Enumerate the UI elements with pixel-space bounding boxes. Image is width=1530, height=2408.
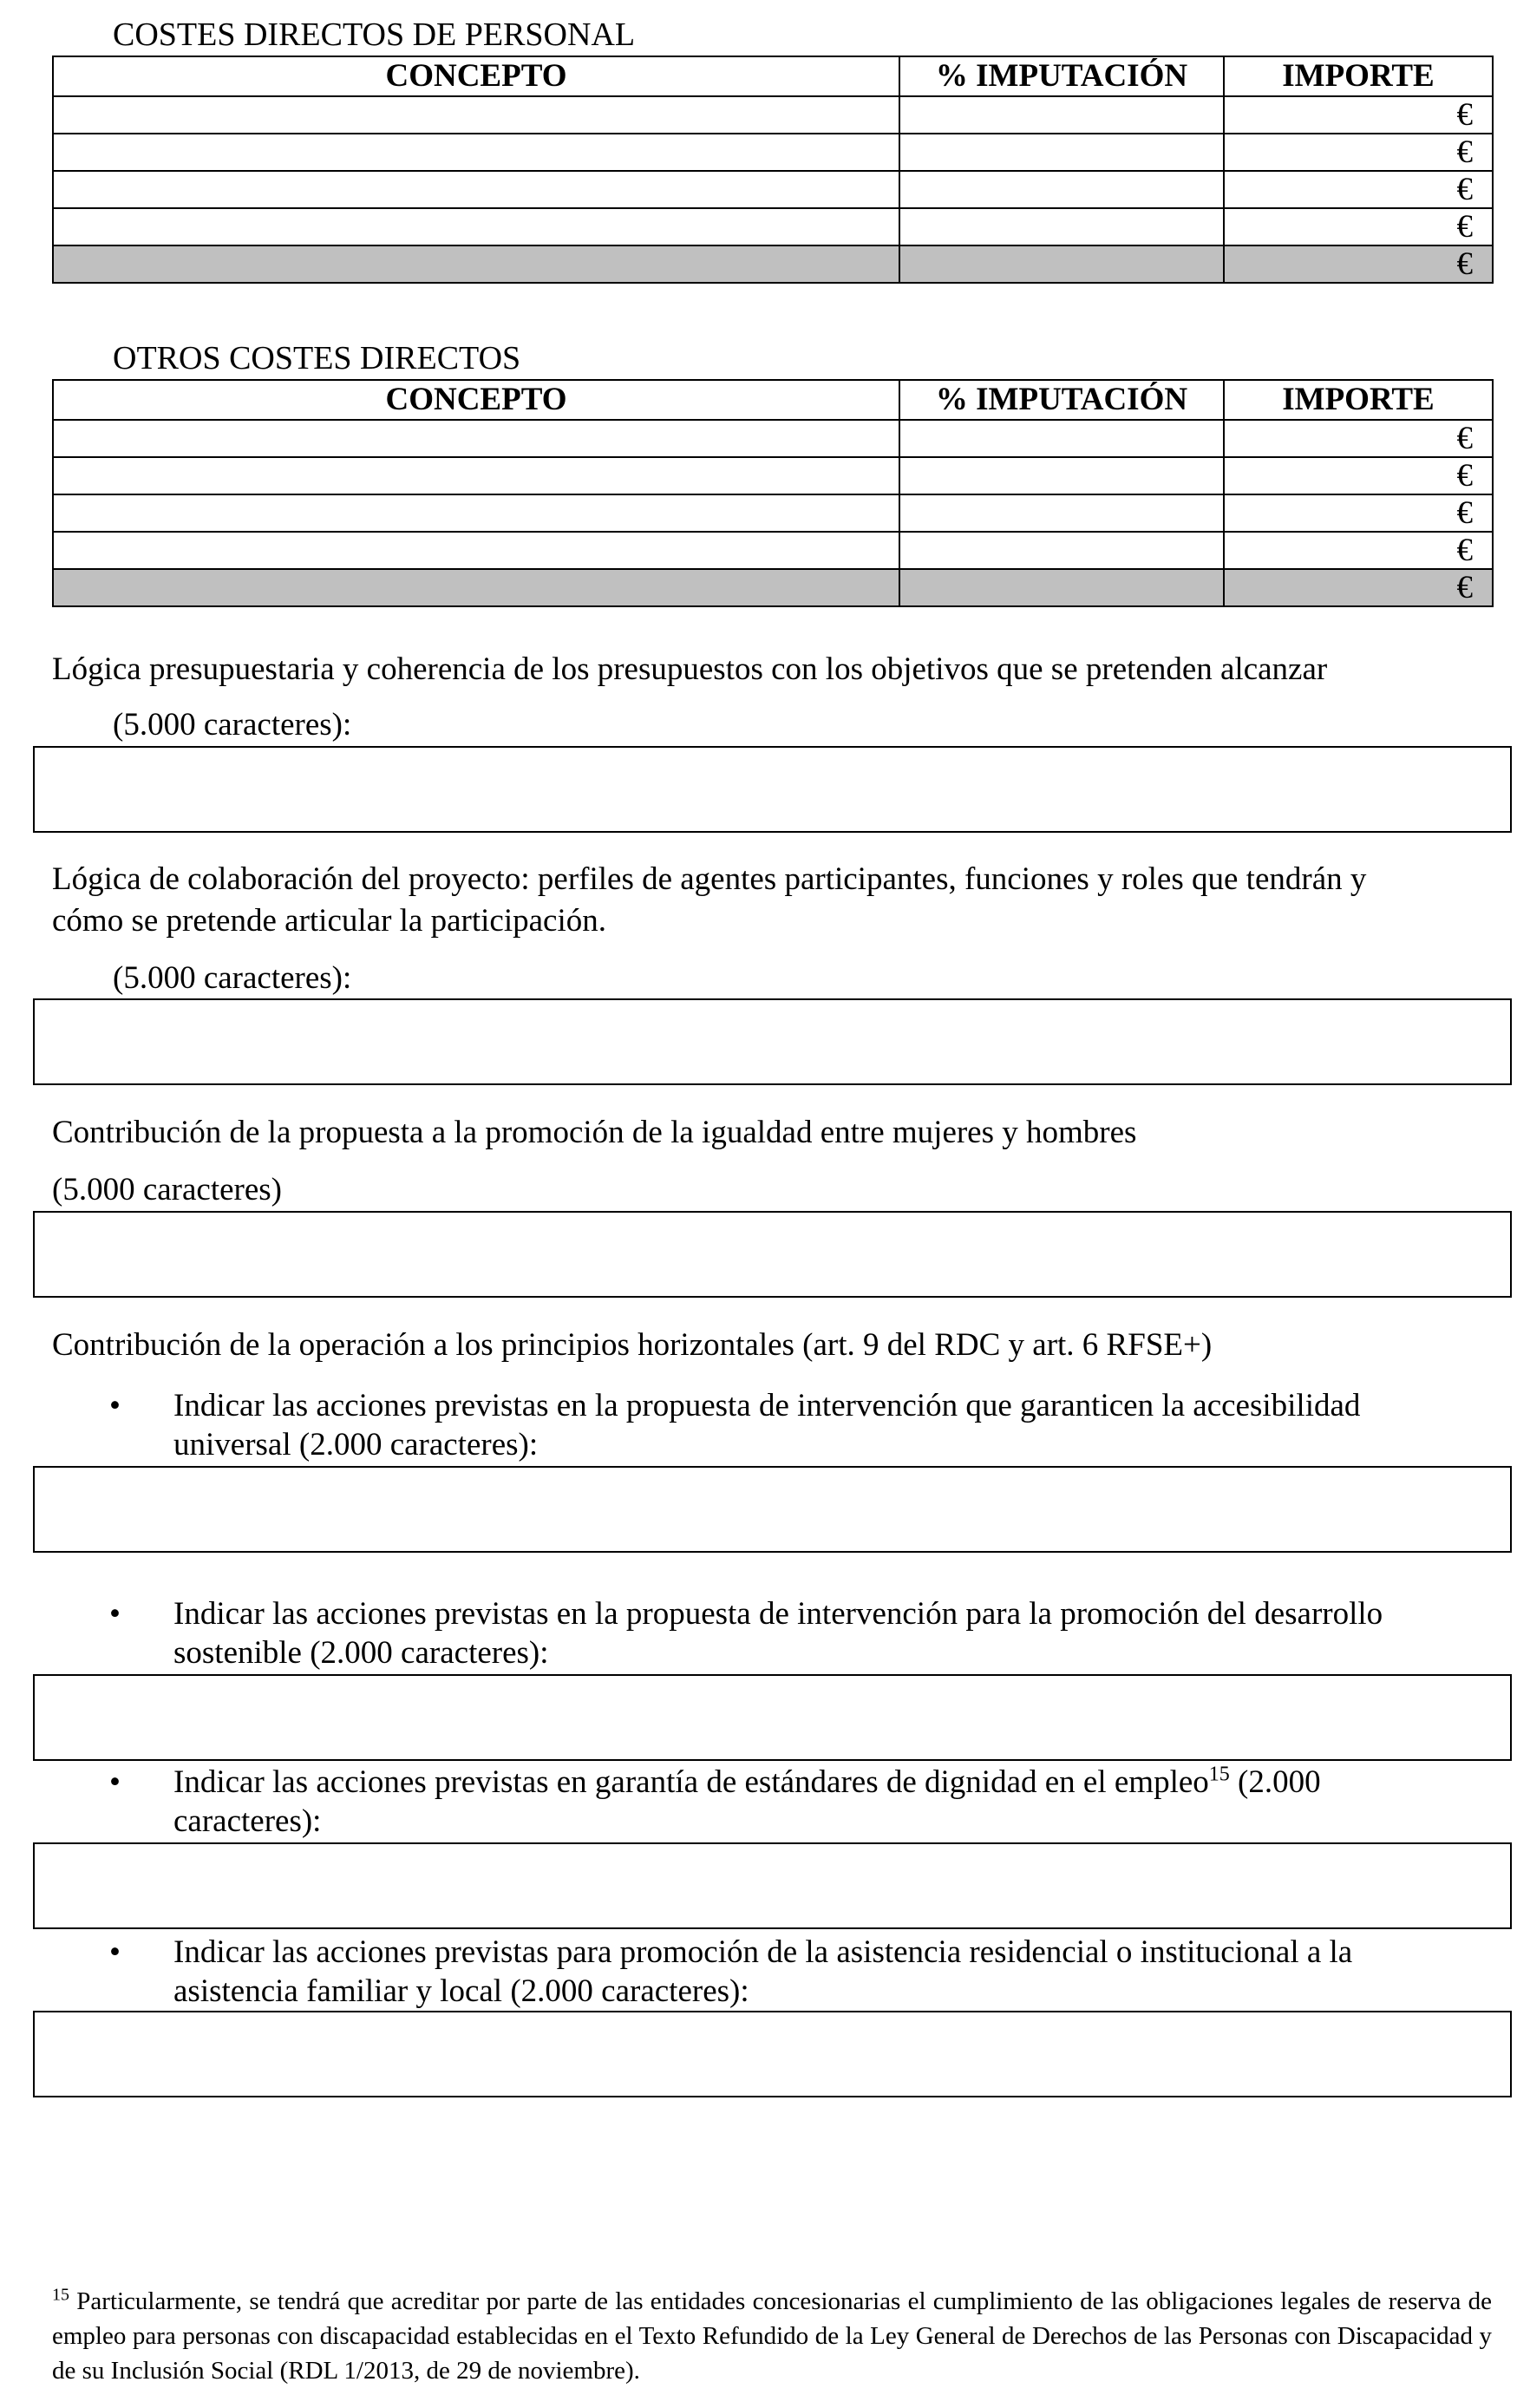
residential-textarea[interactable]	[33, 2011, 1512, 2097]
bullet-text-line2: universal (2.000 caracteres):	[173, 1427, 539, 1462]
bullet-icon: •	[109, 1388, 121, 1423]
header-concepto: CONCEPTO	[53, 380, 899, 420]
sustainable-textarea[interactable]	[33, 1674, 1512, 1761]
importe-cell[interactable]: €	[1224, 171, 1493, 208]
importe-cell[interactable]: €	[1224, 134, 1493, 171]
concepto-cell[interactable]	[53, 171, 899, 208]
header-imputacion: % IMPUTACIÓN	[899, 56, 1224, 96]
imputacion-cell[interactable]	[899, 494, 1224, 532]
table-row	[53, 208, 1493, 245]
bullet-text-line1: Indicar las acciones previstas para promoción de la asistencia residencial o institucional a la	[173, 1934, 1353, 1970]
personal-costs-table	[52, 56, 1494, 284]
table-row	[53, 494, 1493, 532]
bullet-text-line1: Indicar las acciones previstas en la propuesta de intervención para la promoción del desarrollo	[173, 1596, 1383, 1632]
imputacion-cell[interactable]	[899, 420, 1224, 457]
footnote-text: Particularmente, se tendrá que acreditar por parte de las entidades concesionarias el cumplimiento de las obligaciones legales de reserva de empleo para personas con discapacidad establecidas en el Texto Refundido de la Ley General de Derechos de las Personas con Discapacidad y de su Inclusión Social (RDL 1/2013, de 29 de noviembre).	[52, 2287, 1492, 2385]
header-importe: IMPORTE	[1224, 380, 1493, 420]
bullet-text-line2: asistencia familiar y local (2.000 caracteres):	[173, 1973, 749, 2009]
bullet-icon: •	[109, 1764, 121, 1800]
footnote	[52, 2284, 1492, 2388]
footnote-number: 15	[52, 2285, 69, 2305]
total-importe-cell: €	[1224, 569, 1493, 606]
accessibility-textarea[interactable]	[33, 1466, 1512, 1553]
table-row	[53, 134, 1493, 171]
concepto-cell[interactable]	[53, 494, 899, 532]
concepto-cell[interactable]	[53, 420, 899, 457]
total-imputacion-cell	[899, 245, 1224, 283]
total-row	[53, 569, 1493, 606]
header-imputacion: % IMPUTACIÓN	[899, 380, 1224, 420]
imputacion-cell[interactable]	[899, 171, 1224, 208]
bullet-text-line1: Indicar las acciones previstas en garantía de estándares de dignidad en el empleo$^{15}$ (2.000	[173, 1763, 1321, 1800]
concepto-cell[interactable]	[53, 208, 899, 245]
table-row	[53, 457, 1493, 494]
table-row	[53, 420, 1493, 457]
budget-logic-textarea[interactable]	[33, 746, 1512, 833]
total-imputacion-cell	[899, 569, 1224, 606]
table-row	[53, 171, 1493, 208]
total-importe-cell: €	[1224, 245, 1493, 283]
table-header-row	[53, 56, 1493, 96]
concepto-cell[interactable]	[53, 134, 899, 171]
other-costs-table	[52, 379, 1494, 607]
collaboration-logic-label-line1: Lógica de colaboración del proyecto: perfiles de agentes participantes, funciones y roles que tendrán y	[52, 861, 1367, 897]
concepto-cell[interactable]	[53, 532, 899, 569]
collaboration-logic-textarea[interactable]	[33, 998, 1512, 1085]
imputacion-cell[interactable]	[899, 208, 1224, 245]
bullet-icon: •	[109, 1596, 121, 1632]
bullet-icon: •	[109, 1934, 121, 1970]
table-row	[53, 96, 1493, 134]
equality-label: Contribución de la propuesta a la promoción de la igualdad entre mujeres y hombres	[52, 1115, 1137, 1150]
table-row	[53, 532, 1493, 569]
equality-note: (5.000 caracteres)	[52, 1172, 282, 1207]
horizontal-principles-label: Contribución de la operación a los principios horizontales (art. 9 del RDC y art. 6 RFSE+)	[52, 1327, 1213, 1363]
bullet-text-line2: caracteres):	[173, 1803, 322, 1839]
imputacion-cell[interactable]	[899, 532, 1224, 569]
header-importe: IMPORTE	[1224, 56, 1493, 96]
equality-textarea[interactable]	[33, 1211, 1512, 1298]
footnote-ref[interactable]: 15	[1208, 1763, 1230, 1786]
dignity-textarea[interactable]	[33, 1842, 1512, 1929]
bullet-text-line2: sostenible (2.000 caracteres):	[173, 1635, 549, 1671]
header-concepto: CONCEPTO	[53, 56, 899, 96]
collaboration-logic-label-line2: cómo se pretende articular la participación.	[52, 903, 606, 939]
importe-cell[interactable]: €	[1224, 208, 1493, 245]
importe-cell[interactable]: €	[1224, 457, 1493, 494]
total-concepto-cell	[53, 245, 899, 283]
imputacion-cell[interactable]	[899, 96, 1224, 134]
budget-logic-note: (5.000 caracteres):	[113, 707, 352, 743]
importe-cell[interactable]: €	[1224, 532, 1493, 569]
imputacion-cell[interactable]	[899, 457, 1224, 494]
imputacion-cell[interactable]	[899, 134, 1224, 171]
concepto-cell[interactable]	[53, 457, 899, 494]
collaboration-logic-note: (5.000 caracteres):	[113, 960, 352, 996]
bullet-text-line1: Indicar las acciones previstas en la propuesta de intervención que garanticen la accesibilidad	[173, 1388, 1361, 1423]
table-header-row	[53, 380, 1493, 420]
total-concepto-cell	[53, 569, 899, 606]
importe-cell[interactable]: €	[1224, 494, 1493, 532]
concepto-cell[interactable]	[53, 96, 899, 134]
importe-cell[interactable]: €	[1224, 96, 1493, 134]
importe-cell[interactable]: €	[1224, 420, 1493, 457]
personal-costs-title: COSTES DIRECTOS DE PERSONAL	[113, 16, 636, 53]
budget-logic-label: Lógica presupuestaria y coherencia de los presupuestos con los objetivos que se pretenden alcanzar	[52, 651, 1328, 687]
other-costs-title: OTROS COSTES DIRECTOS	[113, 340, 521, 376]
total-row	[53, 245, 1493, 283]
